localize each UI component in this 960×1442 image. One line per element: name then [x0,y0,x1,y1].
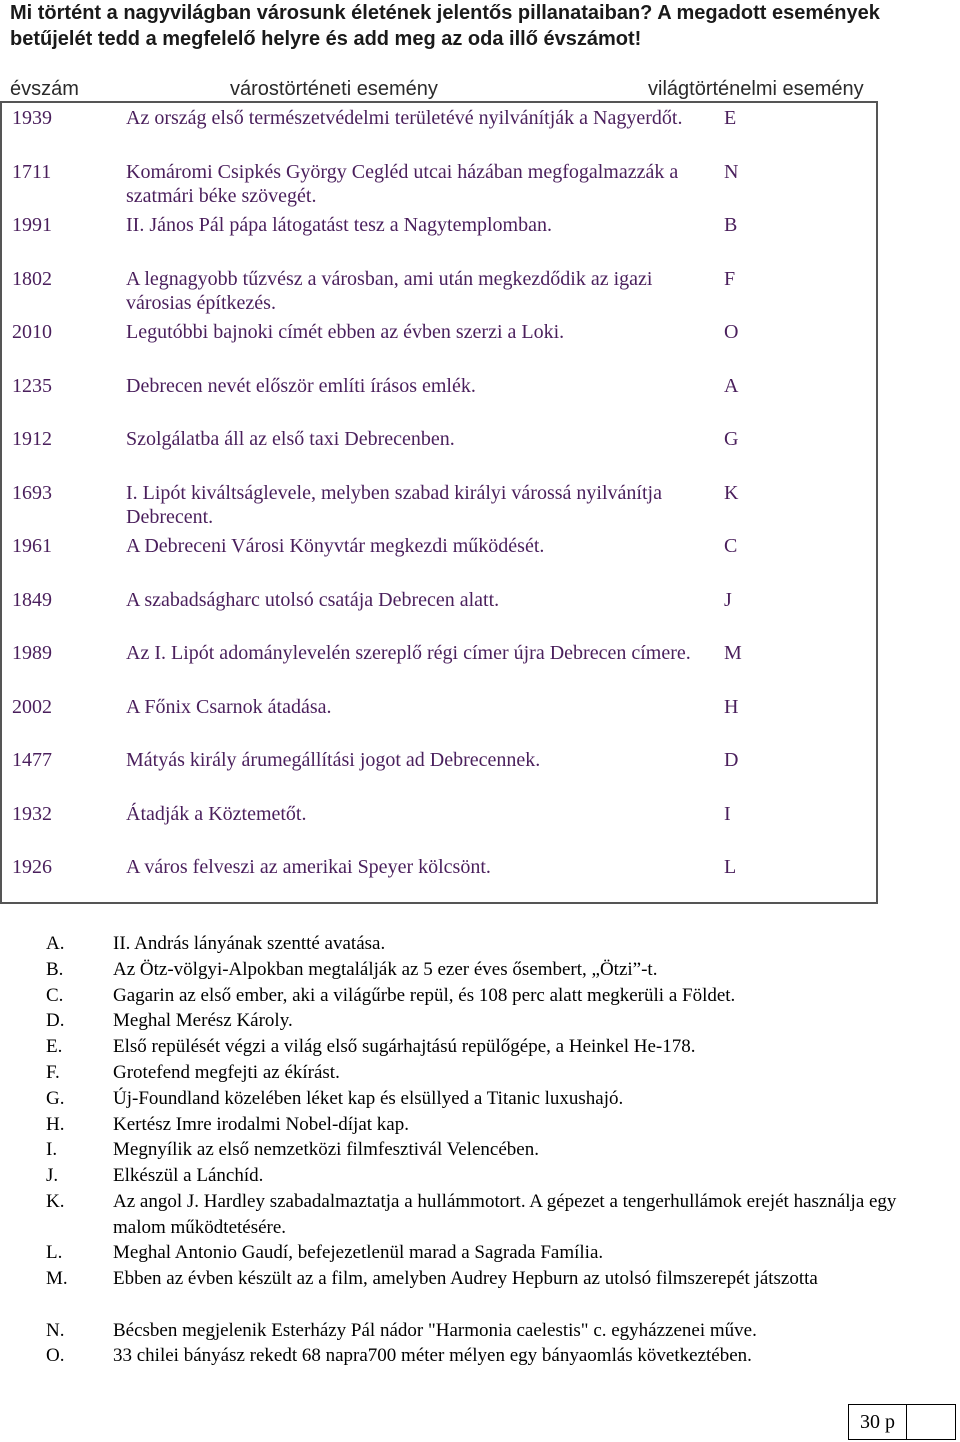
list-item-text: Ebben az évben készült az a film, amelyben Audrey Hepburn az utolsó filmszerepét játszotta [113,1268,818,1290]
list-item-marker: J. [46,1165,59,1187]
list-item-marker: D. [46,1010,65,1032]
table-row [2,371,876,425]
table-row [2,692,876,746]
row-letter: I [724,802,731,825]
row-letter: G [724,428,739,450]
list-item-text: Kertész Imre irodalmi Nobel-díjat kap. [113,1113,409,1135]
list-item-text: II. András lányának szentté avatása. [113,933,386,954]
list-item-marker: N. [46,1319,65,1341]
row-event: Debrecen nevét először említi írásos emlék. [126,374,476,397]
row-year: 1477 [12,749,52,771]
table-row [2,531,876,585]
list-item-marker: F. [46,1062,60,1083]
row-year: 1939 [12,107,52,129]
page-title: Mi történt a nagyvilágban városunk életének jelentős pillanataiban? A megadott események betűjelét tedd a megfelelő helyre és add meg az oda illő évszámot! [10,2,880,50]
list-item-marker: H. [46,1113,65,1135]
list-item-marker: G. [46,1087,65,1109]
list-item-text: Bécsben megjelenik Esterházy Pál nádor "Harmonia caelestis" c. egyházzenei műve. [113,1319,757,1341]
score-answer-field[interactable] [907,1405,955,1439]
row-letter: M [724,642,742,664]
row-letter: N [724,160,739,183]
table-row [2,317,876,371]
row-year: 1961 [12,535,52,557]
table-header [0,77,960,101]
list-item-text: Az Ötz-völgyi-Alpokban megtalálják az 5 ezer éves ősembert, „Ötzi”-t. [113,958,658,980]
table-row [2,852,876,906]
table-row [2,264,876,318]
row-letter: B [724,214,738,236]
row-year: 2002 [12,695,52,718]
row-year: 1926 [12,856,52,878]
row-year: 1932 [12,802,52,825]
list-item-text: Grotefend megfejti az ékírást. [113,1062,340,1083]
list-item-text: Meghal Merész Károly. [113,1010,293,1032]
row-letter: E [724,107,737,129]
list-item-marker: E. [46,1036,63,1058]
row-event: A legnagyobb tűzvész a városban, ami után megkezdődik az igazi városias építkezés. [126,267,653,314]
list-item-text: Gagarin az első ember, aki a világűrbe repül, és 108 perc alatt megkerüli a Földet. [113,984,736,1006]
row-event: Az I. Lipót adománylevelén szereplő régi címer újra Debrecen címere. [126,642,691,664]
row-year: 1912 [12,428,52,450]
table-row [2,638,876,692]
row-year: 1693 [12,481,52,504]
list-item-marker: O. [46,1345,65,1367]
list-item-marker: I. [46,1139,58,1161]
row-year: 1849 [12,588,52,611]
list-item-text: Megnyílik az első nemzetközi filmfesztivál Velencében. [113,1139,539,1161]
row-event: A város felveszi az amerikai Speyer kölcsönt. [126,856,491,878]
row-event: Szolgálatba áll az első taxi Debrecenben. [126,428,455,450]
row-year: 1711 [12,160,52,183]
row-event: Komáromi Csipkés György Cegléd utcai házában megfogalmazzák a szatmári béke szövegét. [126,160,679,207]
table-row [2,478,876,532]
header-world-event: világtörténelmi esemény [648,78,864,100]
row-event: A Főnix Csarnok átadása. [126,695,332,718]
list-item-marker: C. [46,984,64,1006]
row-letter: F [724,267,736,290]
row-letter: J [724,588,732,611]
events-table [0,101,878,904]
list-item-marker: M. [46,1268,68,1290]
list-item-text: Elkészül a Lánchíd. [113,1165,264,1187]
row-event: I. Lipót kiváltságlevele, melyben szabad királyi várossá nyilvánítja Debrecent. [126,481,662,528]
row-event: Legutóbbi bajnoki címét ebben az évben szerzi a Loki. [126,321,565,343]
row-event: II. János Pál pápa látogatást tesz a Nagytemplomban. [126,214,552,236]
table-row [2,799,876,853]
table-row [2,585,876,639]
row-year: 1235 [12,374,52,397]
row-event: A szabadságharc utolsó csatája Debrecen alatt. [126,588,500,611]
list-item-text: Meghal Antonio Gaudí, befejezetlenül marad a Sagrada Família. [113,1242,604,1264]
row-year: 2010 [12,321,52,343]
list-item-text: 33 chilei bányász rekedt 68 napra700 méter mélyen egy bányaomlás következtében. [113,1345,752,1367]
list-item-marker: L. [46,1242,63,1264]
table-row [2,424,876,478]
table-row [2,103,876,157]
row-letter: K [724,481,739,504]
list-item-text: Az angol J. Hardley szabadalmaztatja a hullámmotort. A gépezet a tengerhullámok erejét használja egy malom működtetésére. [113,1191,897,1238]
row-letter: C [724,535,738,557]
list-item-marker: A. [46,933,65,954]
row-letter: A [724,374,739,397]
row-letter: O [724,321,739,343]
score-points: 30 p [849,1405,907,1439]
row-event: Az ország első természetvédelmi területévé nyilvánítják a Nagyerdőt. [126,107,683,129]
header-year: évszám [10,78,79,100]
table-row [2,745,876,799]
list-item-text: Új-Foundland közelében léket kap és elsüllyed a Titanic luxushajó. [113,1087,624,1109]
row-event: Mátyás király árumegállítási jogot ad Debrecennek. [126,749,541,771]
table-row [2,210,876,264]
row-year: 1989 [12,642,52,664]
list-item-marker: K. [46,1191,65,1212]
row-letter: L [724,856,737,878]
score-box [848,1404,956,1440]
row-event: A Debreceni Városi Könyvtár megkezdi működését. [126,535,545,557]
row-letter: H [724,695,739,718]
row-letter: D [724,749,739,771]
header-city-event: várostörténeti esemény [230,78,438,100]
row-year: 1802 [12,267,52,290]
list-item-marker: B. [46,958,64,980]
list-item-text: Első repülését végzi a világ első sugárhajtású repülőgépe, a Heinkel He-178. [113,1036,696,1058]
row-event: Átadják a Köztemetőt. [126,802,307,825]
table-row [2,157,876,211]
row-year: 1991 [12,214,52,236]
